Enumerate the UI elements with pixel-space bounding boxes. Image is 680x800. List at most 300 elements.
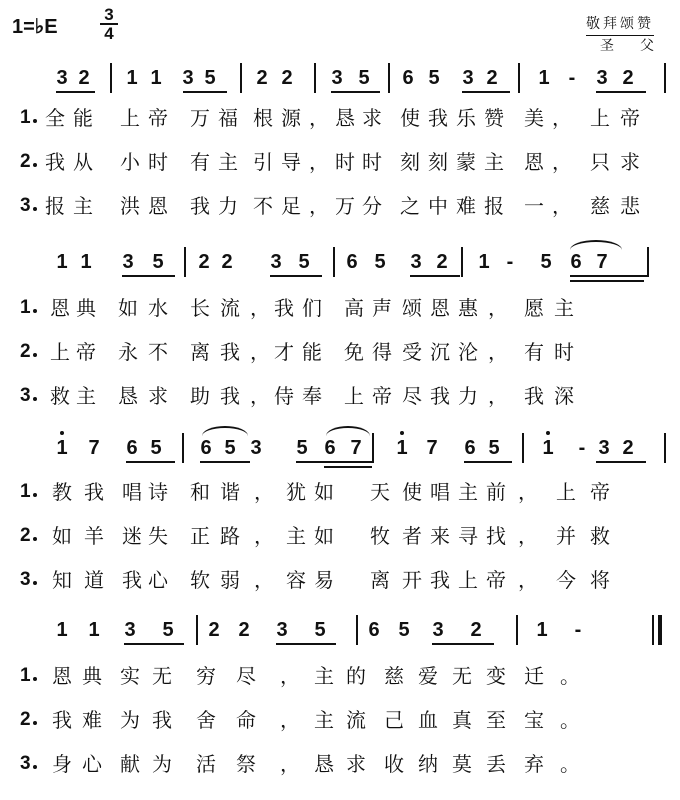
lyric-char: 能	[73, 106, 93, 130]
lyric-char: ，	[488, 384, 508, 408]
verse-number: 2	[20, 709, 31, 730]
lyric-char: 帝	[76, 340, 96, 364]
lyric-char: 水	[148, 296, 168, 320]
lyric-char: 收	[384, 752, 404, 776]
numbered-note: 3	[122, 251, 134, 273]
lyric-char: ，	[518, 480, 538, 504]
numbered-note: 2	[436, 251, 448, 273]
verse-number: 2	[20, 525, 31, 546]
numbered-note: 6	[402, 67, 414, 89]
key-signature: 1=♭E	[12, 16, 58, 38]
eighth-beam	[432, 643, 494, 645]
bar-line	[518, 63, 520, 93]
lyric-char: 恩	[430, 296, 450, 320]
verse-number: 3	[20, 569, 31, 590]
numbered-note: -	[574, 619, 582, 641]
lyric-char: 我	[430, 568, 450, 592]
lyric-char: 失	[148, 524, 168, 548]
lyric-char: 帝	[148, 106, 168, 130]
numbered-note: -	[568, 67, 576, 89]
lyric-char: 尽	[402, 384, 422, 408]
lyric-char: 我	[190, 194, 210, 218]
lyric-char: 离	[370, 568, 390, 592]
numbered-note: 3	[276, 619, 288, 641]
lyric-char: 上	[344, 384, 364, 408]
lyric-char: 有	[190, 150, 210, 174]
lyric-char: 前	[486, 480, 506, 504]
verse-number-dot	[33, 119, 37, 123]
numbered-note: 2	[198, 251, 210, 273]
lyric-char: 刻	[400, 150, 420, 174]
numbered-note: 2	[470, 619, 482, 641]
numbered-note: 3	[182, 67, 194, 89]
lyric-char: 主	[484, 150, 504, 174]
lyric-char: 宝	[524, 708, 544, 732]
lyric-char: 丢	[486, 752, 506, 776]
bar-line	[647, 247, 649, 277]
lyric-char: 慈	[384, 664, 404, 688]
lyric-char: 中	[428, 194, 448, 218]
numbered-note: 2	[78, 67, 90, 89]
numbered-note: 6	[570, 251, 582, 273]
lyric-char: 救	[590, 524, 610, 548]
bar-line	[664, 433, 666, 463]
lyric-char: 万	[190, 106, 210, 130]
lyric-char: 帝	[620, 106, 640, 130]
lyric-char: 才	[274, 340, 294, 364]
lyric-char: 上	[556, 480, 576, 504]
lyric-char: 我	[524, 384, 544, 408]
lyric-char: ，	[488, 340, 508, 364]
eighth-beam	[122, 275, 175, 277]
bar-line	[461, 247, 463, 277]
lyric-char: 主	[76, 384, 96, 408]
numbered-note: 2	[281, 67, 293, 89]
lyric-char: 恩	[148, 194, 168, 218]
lyric-char: 我	[220, 340, 240, 364]
eighth-beam	[124, 643, 184, 645]
bar-line	[516, 615, 518, 645]
lyric-char: 我	[430, 384, 450, 408]
lyric-char: 路	[220, 524, 240, 548]
lyric-char: 奉	[302, 384, 322, 408]
verse-number: 1	[20, 297, 31, 318]
numbered-note: 5	[428, 67, 440, 89]
lyric-char: 我	[84, 480, 104, 504]
numbered-note: 5	[374, 251, 386, 273]
lyric-char: 使	[400, 106, 420, 130]
lyric-char: 活	[196, 752, 216, 776]
lyric-char: ，	[250, 296, 270, 320]
lyric-char: 得	[372, 340, 392, 364]
eighth-beam	[596, 91, 646, 93]
lyric-char: 不	[253, 194, 273, 218]
lyric-char: 恩	[524, 150, 544, 174]
lyric-char: 心	[82, 752, 102, 776]
numbered-note: 1	[80, 251, 92, 273]
lyric-char: 找	[486, 524, 506, 548]
numbered-note: 2	[208, 619, 220, 641]
numbered-note: 5	[298, 251, 310, 273]
lyric-char: 蒙	[456, 150, 476, 174]
lyric-char: 时	[148, 150, 168, 174]
lyric-char: 我	[122, 568, 142, 592]
lyric-char: 变	[486, 664, 506, 688]
lyric-char: 悲	[620, 194, 640, 218]
lyric-char: 只	[590, 150, 610, 174]
eighth-beam	[200, 461, 250, 463]
numbered-note: 5	[358, 67, 370, 89]
lyric-char: 为	[152, 752, 172, 776]
eighth-beam	[462, 91, 510, 93]
hymn-title: 敬拜颂赞	[586, 14, 654, 36]
eighth-beam	[126, 461, 175, 463]
lyric-char: 如	[314, 480, 334, 504]
bar-line	[182, 433, 184, 463]
lyric-char: 来	[430, 524, 450, 548]
lyric-char: 我	[152, 708, 172, 732]
numbered-note: 5	[488, 437, 500, 459]
lyric-char: 流	[346, 708, 366, 732]
final-bar-thick	[658, 615, 662, 645]
lyric-char: 典	[82, 664, 102, 688]
lyric-char: 声	[372, 296, 392, 320]
numbered-note: 5	[204, 67, 216, 89]
numbered-note: 6	[368, 619, 380, 641]
lyric-char: 恩	[50, 296, 70, 320]
lyric-char: 今	[556, 568, 576, 592]
numbered-note: 2	[256, 67, 268, 89]
eighth-beam	[570, 275, 648, 277]
lyric-char: 侍	[274, 384, 294, 408]
lyric-char: 开	[402, 568, 422, 592]
eighth-beam	[56, 91, 95, 93]
lyric-char: 刻	[428, 150, 448, 174]
numbered-note: 2	[221, 251, 233, 273]
numbered-note: 7	[426, 437, 438, 459]
lyric-char: ，	[518, 568, 538, 592]
bar-line	[372, 433, 374, 463]
lyric-char: 求	[362, 106, 382, 130]
lyric-char: 足	[281, 194, 301, 218]
numbered-note: 1	[478, 251, 490, 273]
hymn-author: 圣父	[600, 38, 680, 54]
numbered-note: 7	[596, 251, 608, 273]
lyric-char: 乐	[456, 106, 476, 130]
numbered-note: 5	[150, 437, 162, 459]
bar-line	[196, 615, 198, 645]
verse-number-dot	[33, 353, 37, 357]
lyric-char: ，	[254, 568, 274, 592]
lyric-char: 我	[52, 708, 72, 732]
lyric-char: 报	[484, 194, 504, 218]
lyric-char: 献	[120, 752, 140, 776]
lyric-char: 有	[524, 340, 544, 364]
lyric-char: 报	[45, 194, 65, 218]
lyric-char: 帝	[590, 480, 610, 504]
numbered-note: -	[578, 437, 586, 459]
lyric-char: 难	[82, 708, 102, 732]
slur	[570, 240, 622, 250]
lyric-char: 惠	[458, 296, 478, 320]
lyric-char: 软	[190, 568, 210, 592]
lyric-char: 。	[560, 752, 580, 776]
meter-numerator: 3	[104, 5, 114, 24]
lyric-char: 舍	[196, 708, 216, 732]
lyric-char: 典	[76, 296, 96, 320]
lyric-char: 主	[73, 194, 93, 218]
lyric-char: 诗	[148, 480, 168, 504]
lyric-char: 血	[418, 708, 438, 732]
lyric-char: 沉	[430, 340, 450, 364]
lyric-char: 分	[362, 194, 382, 218]
lyric-char: 将	[590, 568, 610, 592]
lyric-char: 弃	[524, 752, 544, 776]
lyric-char: 高	[344, 296, 364, 320]
verse-number-dot	[33, 581, 37, 585]
bar-line	[184, 247, 186, 277]
verse-number-dot	[33, 493, 37, 497]
bar-line	[333, 247, 335, 277]
lyric-char: 的	[346, 664, 366, 688]
lyric-char: 帝	[372, 384, 392, 408]
lyric-char: 身	[52, 752, 72, 776]
lyric-char: 求	[620, 150, 640, 174]
lyric-char: 迁	[524, 664, 544, 688]
lyric-char: 时	[335, 150, 355, 174]
lyric-char: 命	[236, 708, 256, 732]
lyric-char: 永	[118, 340, 138, 364]
lyric-char: 主	[314, 708, 334, 732]
lyric-char: 容	[286, 568, 306, 592]
high-octave-dot	[60, 431, 64, 435]
lyric-char: ，	[309, 150, 329, 174]
lyric-char: 美	[524, 106, 544, 130]
verse-number-dot	[33, 721, 37, 725]
lyric-char: 如	[118, 296, 138, 320]
lyric-char: 上	[590, 106, 610, 130]
numbered-note: 7	[350, 437, 362, 459]
verse-number-dot	[33, 537, 37, 541]
numbered-note: 3	[331, 67, 343, 89]
numbered-note: 6	[464, 437, 476, 459]
verse-number-dot	[33, 397, 37, 401]
lyric-char: 福	[218, 106, 238, 130]
lyric-char: 我	[274, 296, 294, 320]
eighth-beam	[596, 461, 646, 463]
lyric-char: 求	[346, 752, 366, 776]
numbered-note: 5	[296, 437, 308, 459]
bar-line	[110, 63, 112, 93]
lyric-char: 无	[452, 664, 472, 688]
hymn-credits	[586, 14, 680, 56]
lyric-char: 唱	[430, 480, 450, 504]
numbered-note: 6	[346, 251, 358, 273]
lyric-char: 无	[152, 664, 172, 688]
lyric-char: ，	[309, 194, 329, 218]
lyric-char: 长	[190, 296, 210, 320]
lyric-char: ，	[552, 194, 572, 218]
numbered-note: 1	[542, 437, 554, 459]
numbered-note: 6	[324, 437, 336, 459]
verse-number: 2	[20, 151, 31, 172]
lyric-char: 离	[190, 340, 210, 364]
verse-number: 1	[20, 107, 31, 128]
lyric-char: 们	[302, 296, 322, 320]
lyric-char: 救	[50, 384, 70, 408]
lyric-char: 受	[402, 340, 422, 364]
lyric-char: 牧	[370, 524, 390, 548]
eighth-beam	[296, 461, 372, 463]
numbered-note: 1	[88, 619, 100, 641]
lyric-char: ，	[488, 296, 508, 320]
lyric-char: 谐	[220, 480, 240, 504]
lyric-char: 力	[218, 194, 238, 218]
numbered-note: 2	[238, 619, 250, 641]
lyric-char: 颂	[402, 296, 422, 320]
lyric-char: 导	[281, 150, 301, 174]
lyric-char: 流	[220, 296, 240, 320]
verse-number-dot	[33, 677, 37, 681]
numbered-note: 1	[56, 619, 68, 641]
eighth-beam	[183, 91, 227, 93]
numbered-note: -	[506, 251, 514, 273]
bar-line	[522, 433, 524, 463]
lyric-char: 我	[428, 106, 448, 130]
lyric-char: 己	[384, 708, 404, 732]
lyric-char: 易	[314, 568, 334, 592]
numbered-note: 1	[150, 67, 162, 89]
lyric-char: 小	[120, 150, 140, 174]
numbered-note: 5	[540, 251, 552, 273]
bar-line	[240, 63, 242, 93]
lyric-char: 穷	[196, 664, 216, 688]
lyric-char: 求	[148, 384, 168, 408]
lyric-char: 羊	[84, 524, 104, 548]
numbered-note: 2	[622, 67, 634, 89]
verse-number-dot	[33, 309, 37, 313]
bar-line	[388, 63, 390, 93]
verse-number-dot	[33, 163, 37, 167]
lyric-char: 真	[452, 708, 472, 732]
verse-number: 2	[20, 341, 31, 362]
lyric-char: 洪	[120, 194, 140, 218]
high-octave-dot	[400, 431, 404, 435]
numbered-note: 1	[56, 251, 68, 273]
numbered-note: 1	[396, 437, 408, 459]
lyric-char: 源	[281, 106, 301, 130]
sixteenth-beam	[570, 280, 644, 282]
lyric-char: 从	[73, 150, 93, 174]
numbered-note: 3	[432, 619, 444, 641]
numbered-note: 3	[124, 619, 136, 641]
lyric-char: 。	[560, 664, 580, 688]
lyric-char: 和	[190, 480, 210, 504]
verse-number: 3	[20, 385, 31, 406]
slur	[326, 426, 370, 436]
lyric-char: ，	[518, 524, 538, 548]
numbered-note: 3	[596, 67, 608, 89]
lyric-char: 主	[458, 480, 478, 504]
lyric-char: 主	[286, 524, 306, 548]
numbered-note: 1	[126, 67, 138, 89]
lyric-char: 唱	[122, 480, 142, 504]
lyric-char: 天	[370, 480, 390, 504]
lyric-char: 尽	[236, 664, 256, 688]
lyric-char: 我	[220, 384, 240, 408]
lyric-char: 纳	[418, 752, 438, 776]
lyric-char: 力	[458, 384, 478, 408]
eighth-beam	[410, 275, 460, 277]
lyric-char: 实	[120, 664, 140, 688]
lyric-char: ，	[280, 752, 300, 776]
lyric-char: 上	[120, 106, 140, 130]
numbered-note: 3	[410, 251, 422, 273]
numbered-note: 5	[152, 251, 164, 273]
slur	[202, 426, 248, 436]
verse-number: 1	[20, 665, 31, 686]
lyric-char: 深	[554, 384, 574, 408]
lyric-char: 莫	[452, 752, 472, 776]
lyric-char: 爱	[418, 664, 438, 688]
lyric-char: ，	[552, 106, 572, 130]
lyric-char: 道	[84, 568, 104, 592]
lyric-char: 愿	[524, 296, 544, 320]
eighth-beam	[276, 643, 336, 645]
lyric-char: 赞	[484, 106, 504, 130]
bar-line	[356, 615, 358, 645]
final-bar-thin	[652, 615, 654, 645]
lyric-char: 弱	[220, 568, 240, 592]
lyric-char: 迷	[122, 524, 142, 548]
eighth-beam	[464, 461, 512, 463]
sixteenth-beam	[324, 466, 372, 468]
verse-number: 3	[20, 753, 31, 774]
lyric-char: 使	[402, 480, 422, 504]
numbered-note: 5	[314, 619, 326, 641]
lyric-char: 为	[120, 708, 140, 732]
numbered-note: 3	[270, 251, 282, 273]
numbered-note: 6	[200, 437, 212, 459]
verse-number-dot	[33, 207, 37, 211]
verse-number-dot	[33, 765, 37, 769]
lyric-char: 时	[362, 150, 382, 174]
lyric-char: 我	[45, 150, 65, 174]
lyric-char: 主	[554, 296, 574, 320]
lyric-char: 寻	[458, 524, 478, 548]
lyric-char: 教	[52, 480, 72, 504]
lyric-char: ，	[250, 384, 270, 408]
numbered-note: 5	[224, 437, 236, 459]
lyric-char: 之	[400, 194, 420, 218]
lyric-char: 正	[190, 524, 210, 548]
lyric-char: 不	[148, 340, 168, 364]
eighth-beam	[270, 275, 322, 277]
lyric-char: 主	[314, 664, 334, 688]
numbered-note: 2	[622, 437, 634, 459]
bar-line	[314, 63, 316, 93]
eighth-beam	[331, 91, 380, 93]
numbered-note: 1	[538, 67, 550, 89]
lyric-char: 心	[148, 568, 168, 592]
lyric-char: 免	[344, 340, 364, 364]
lyric-char: 难	[456, 194, 476, 218]
lyric-char: 全	[45, 106, 65, 130]
numbered-note: 1	[536, 619, 548, 641]
numbered-note: 1	[56, 437, 68, 459]
numbered-note: 2	[486, 67, 498, 89]
lyric-char: 知	[52, 568, 72, 592]
